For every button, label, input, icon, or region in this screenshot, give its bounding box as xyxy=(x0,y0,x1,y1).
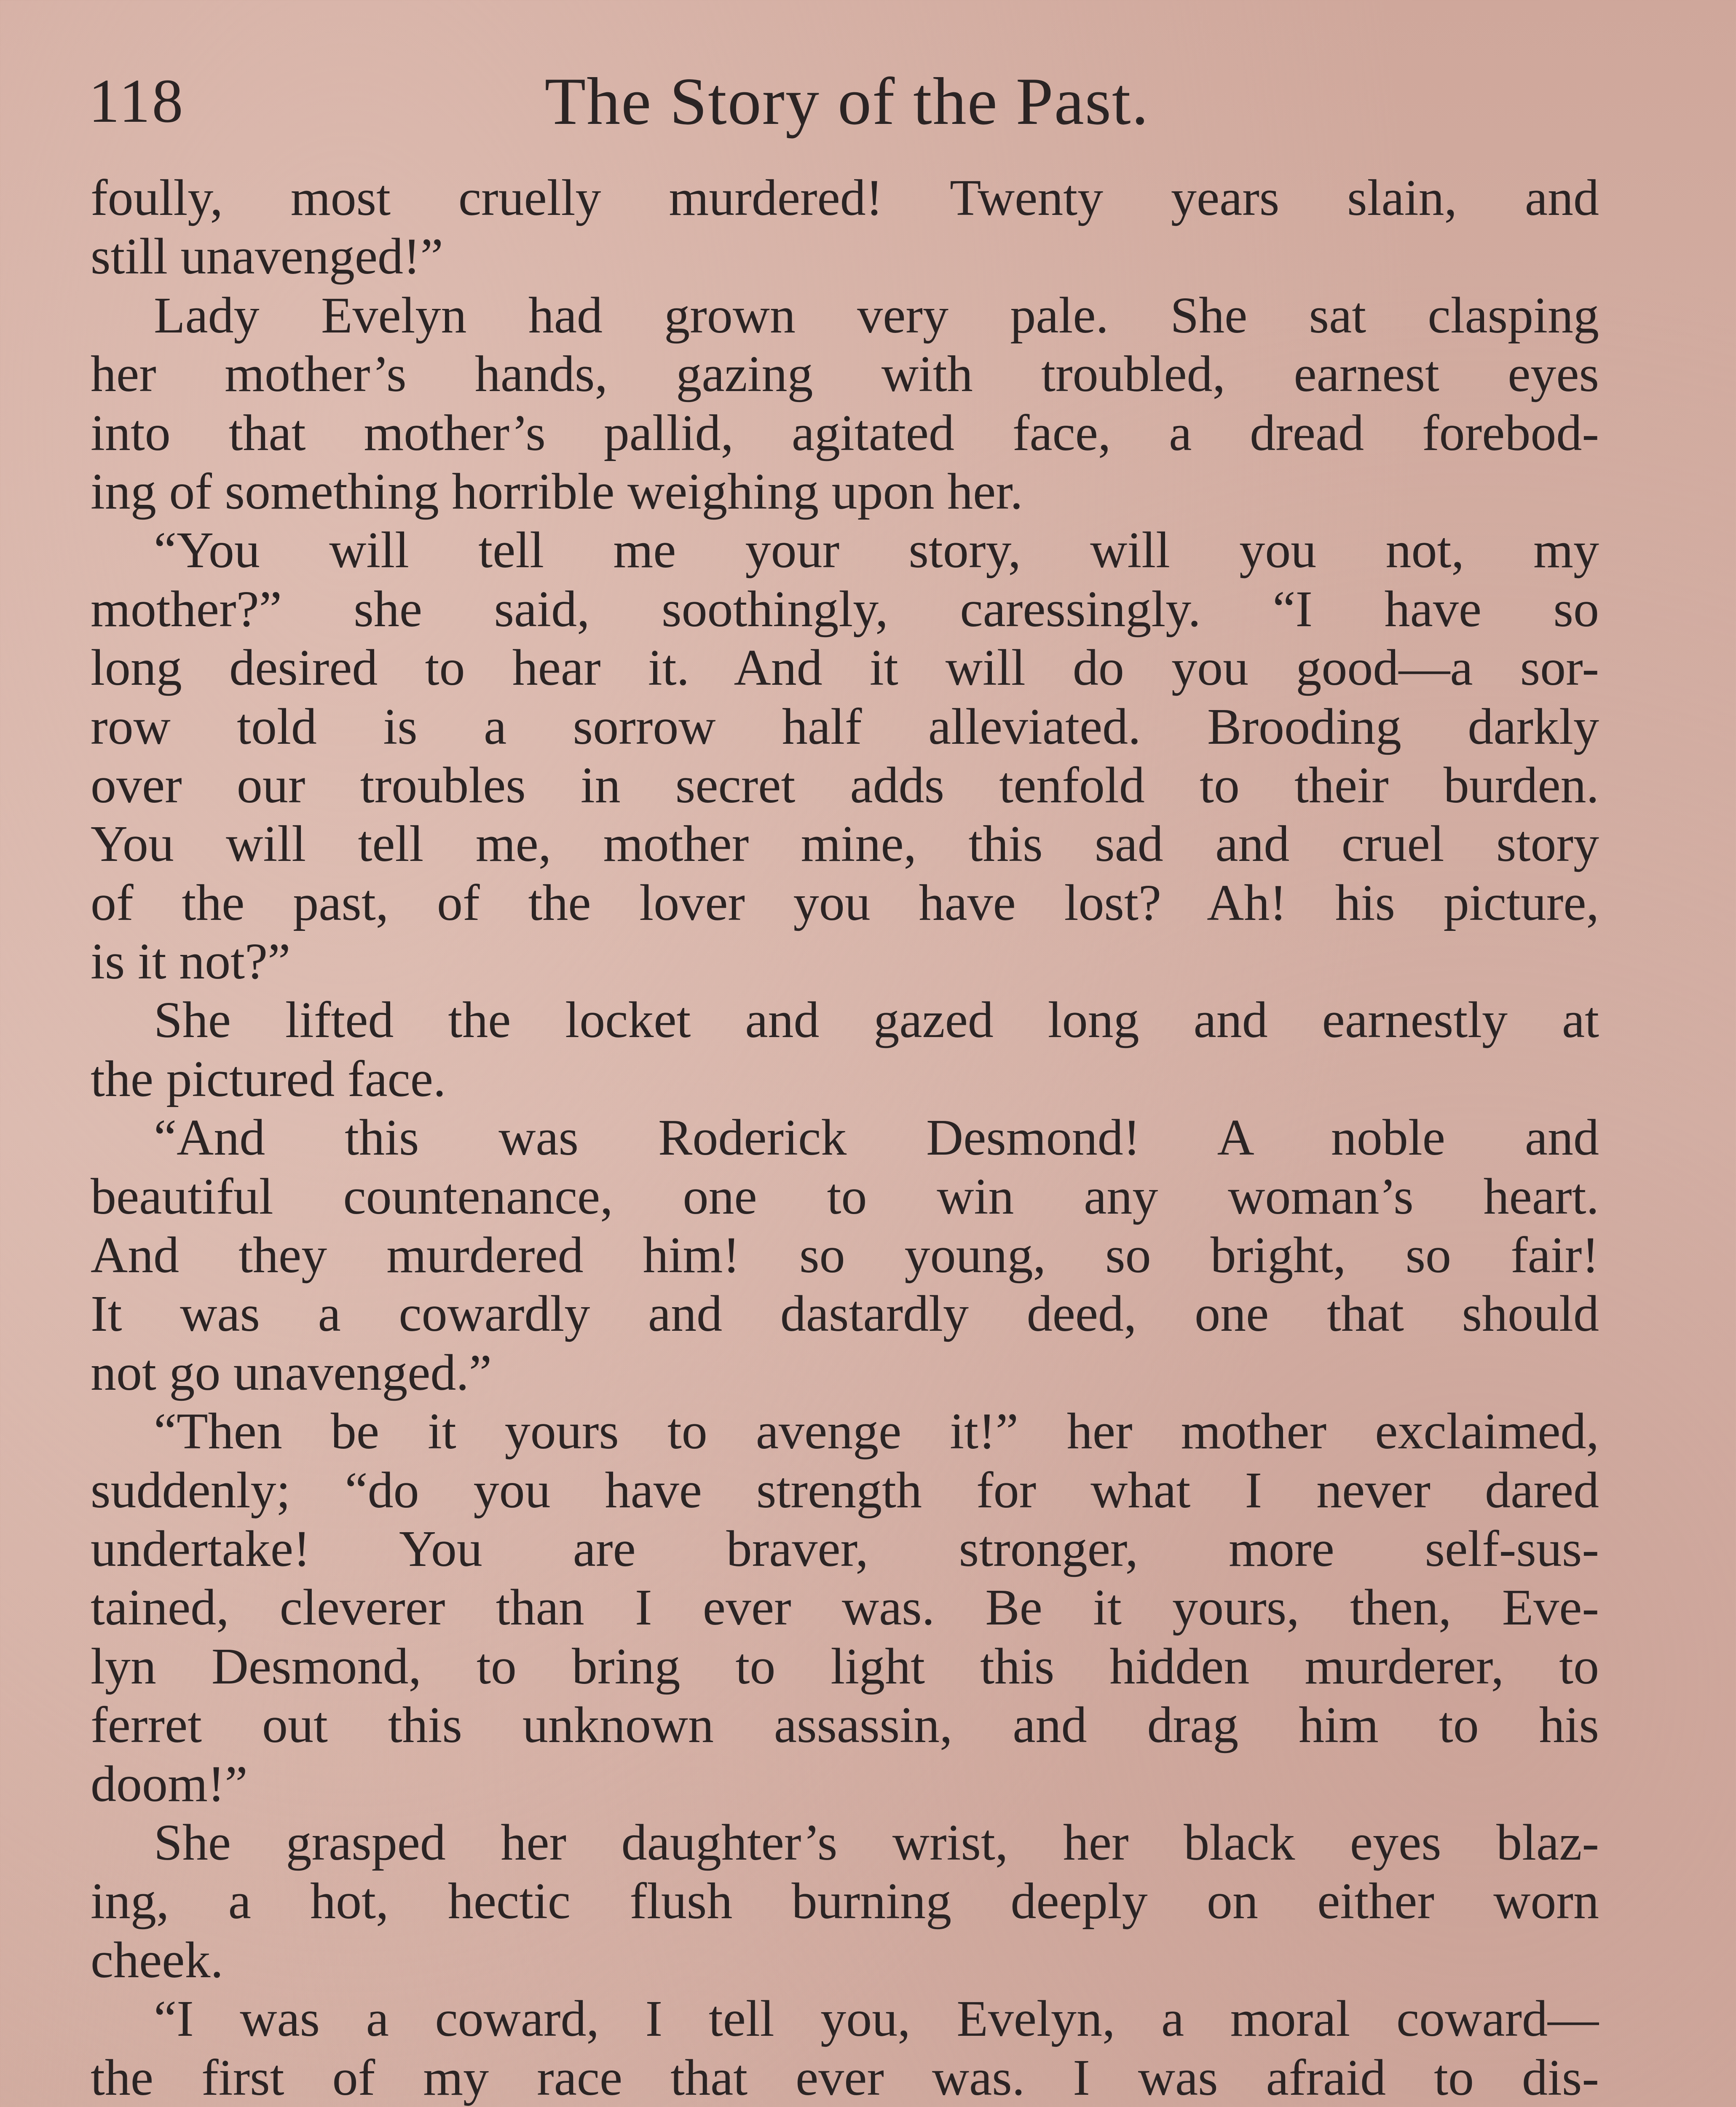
text-line: ferret out this unknown assassin, and drag him to his xyxy=(91,1697,1599,1754)
text-line: “Then be it yours to avenge it!” her mother exclaimed, xyxy=(154,1403,1599,1460)
text-line: the pictured face. xyxy=(91,1050,446,1107)
text-line: beautiful countenance, one to win any woman’s heart. xyxy=(91,1168,1599,1225)
running-head xyxy=(88,51,1605,143)
text-line: not go unavenged.” xyxy=(91,1344,492,1401)
text-line: is it not?” xyxy=(91,933,291,990)
body-text xyxy=(91,169,1599,2107)
text-line: row told is a sorrow half alleviated. Brooding darkly xyxy=(91,698,1599,755)
text-line: over our troubles in secret adds tenfold to their burden. xyxy=(91,756,1599,814)
text-line: Lady Evelyn had grown very pale. She sat clasping xyxy=(154,287,1599,344)
text-line: “And this was Roderick Desmond! A noble and xyxy=(154,1109,1599,1166)
text-line: the first of my race that ever was. I was afraid to dis- xyxy=(91,2049,1599,2106)
text-line: into that mother’s pallid, agitated face, a dread forebod- xyxy=(91,404,1599,461)
text-line: She lifted the locket and gazed long and earnestly at xyxy=(154,992,1599,1049)
text-line: lyn Desmond, to bring to light this hidden murderer, to xyxy=(91,1638,1599,1695)
running-title: The Story of the Past. xyxy=(544,64,1149,139)
text-line: And they murdered him! so young, so bright, so fair! xyxy=(91,1227,1599,1284)
text-line: “I was a coward, I tell you, Evelyn, a moral coward— xyxy=(154,1990,1599,2048)
text-line: ing of something horrible weighing upon her. xyxy=(91,463,1023,520)
text-line: of the past, of the lover you have lost? Ah! his picture, xyxy=(91,874,1599,931)
text-line: foully, most cruelly murdered! Twenty years slain, and xyxy=(91,169,1599,226)
text-line: her mother’s hands, gazing with troubled, earnest eyes xyxy=(91,346,1599,403)
text-line: It was a cowardly and dastardly deed, one that should xyxy=(91,1285,1599,1343)
text-line: mother?” she said, soothingly, caressingly. “I have so xyxy=(91,580,1599,638)
text-line: suddenly; “do you have strength for what I never dared xyxy=(91,1461,1599,1519)
text-line: “You will tell me your story, will you not, my xyxy=(154,522,1599,579)
text-line: You will tell me, mother mine, this sad and cruel story xyxy=(91,815,1599,873)
text-line: still unavenged!” xyxy=(91,228,443,285)
text-line: undertake! You are braver, stronger, more self-sus- xyxy=(91,1520,1599,1577)
text-line: She grasped her daughter’s wrist, her black eyes blaz- xyxy=(154,1814,1599,1871)
page-number: 118 xyxy=(88,67,185,136)
text-line: long desired to hear it. And it will do you good—a sor- xyxy=(91,639,1599,697)
text-line: doom!” xyxy=(91,1755,248,1812)
text-line: tained, cleverer than I ever was. Be it yours, then, Eve- xyxy=(91,1579,1599,1636)
text-line: cheek. xyxy=(91,1931,223,1989)
text-line: ing, a hot, hectic flush burning deeply on either worn xyxy=(91,1873,1599,1930)
